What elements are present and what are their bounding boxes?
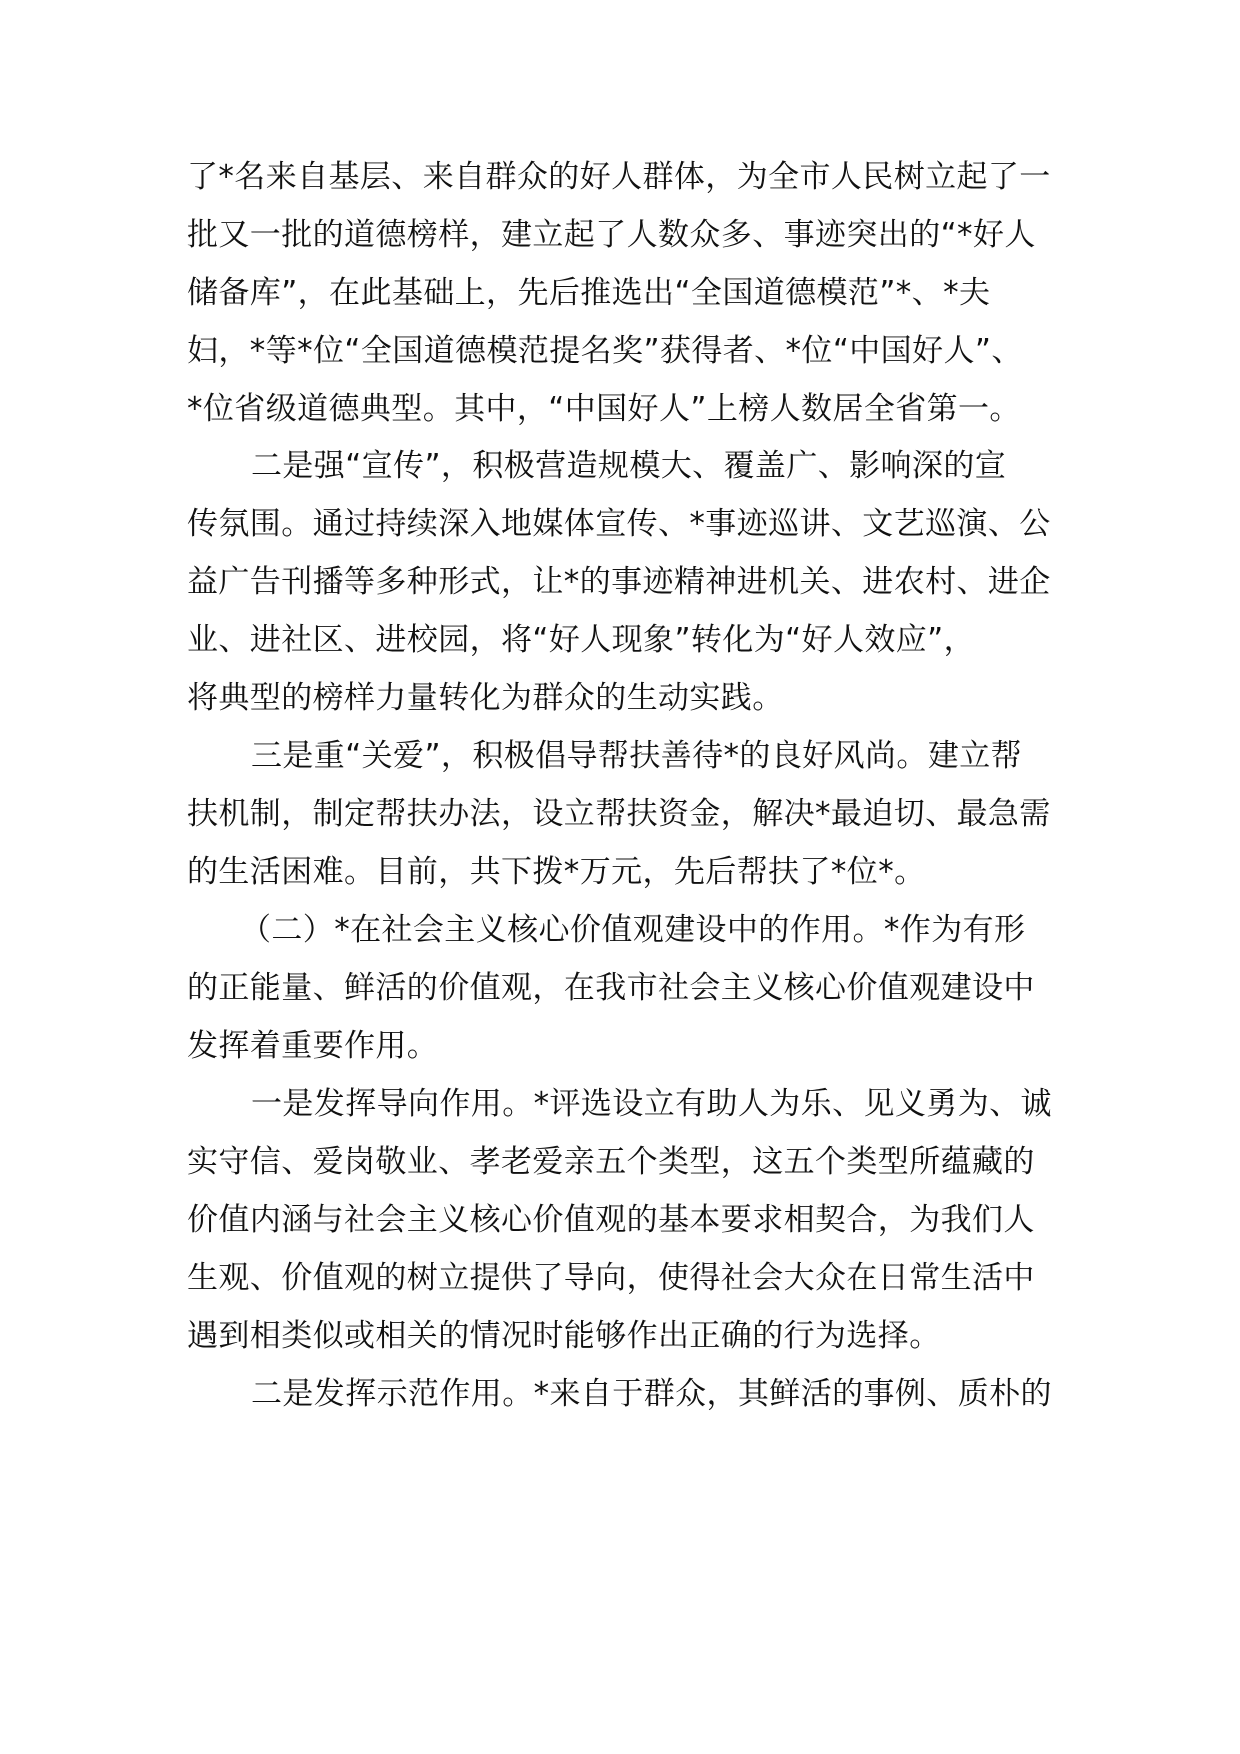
paragraph-first-line: 一是发挥导向作用。*评选设立有助人为乐、见义勇为、诚: [251, 1086, 1052, 1122]
text-line: 将典型的榜样力量转化为群众的生动实践。: [187, 680, 784, 716]
paragraph-first-line: 二是发挥示范作用。*来自于群众，其鲜活的事例、质朴的: [251, 1376, 1052, 1412]
text-line: 批又一批的道德榜样，建立起了人数众多、事迹突出的“*好人: [187, 217, 1036, 253]
text-line: 传氛围。通过持续深入地媒体宣传、*事迹巡讲、文艺巡演、公: [187, 506, 1051, 542]
section-heading-line: （二）*在社会主义核心价值观建设中的作用。*作为有形: [240, 912, 1026, 948]
text-line: 遇到相类似或相关的情况时能够作出正确的行为选择。: [187, 1318, 941, 1354]
text-line: 储备库”，在此基础上，先后推选出“全国道德模范”*、*夫: [187, 275, 991, 311]
paragraph-first-line: 三是重“关爱”，积极倡导帮扶善待*的良好风尚。建立帮: [251, 738, 1023, 774]
text-line: 扶机制，制定帮扶办法，设立帮扶资金，解决*最迫切、最急需: [187, 796, 1051, 832]
text-line: *位省级道德典型。其中，“中国好人”上榜人数居全省第一。: [187, 391, 1021, 427]
text-line: 妇，*等*位“全国道德模范提名奖”获得者、*位“中国好人”、: [187, 333, 1023, 369]
text-line: 益广告刊播等多种形式，让*的事迹精神进机关、进农村、进企: [187, 564, 1051, 600]
text-line: 了*名来自基层、来自群众的好人群体，为全市人民树立起了一: [187, 159, 1051, 195]
text-line: 业、进社区、进校园，将“好人现象”转化为“好人效应”，: [187, 622, 976, 658]
text-line: 发挥着重要作用。: [187, 1028, 439, 1064]
text-line: 价值内涵与社会主义核心价值观的基本要求相契合，为我们人: [187, 1202, 1035, 1238]
paragraph-first-line: 二是强“宣传”，积极营造规模大、覆盖广、影响深的宣: [251, 448, 1007, 484]
text-line: 生观、价值观的树立提供了导向，使得社会大众在日常生活中: [187, 1260, 1035, 1296]
text-line: 的生活困难。目前，共下拨*万元，先后帮扶了*位*。: [187, 854, 926, 890]
text-line: 的正能量、鲜活的价值观，在我市社会主义核心价值观建设中: [187, 970, 1035, 1006]
text-line: 实守信、爱岗敬业、孝老爱亲五个类型，这五个类型所蕴藏的: [187, 1144, 1035, 1180]
